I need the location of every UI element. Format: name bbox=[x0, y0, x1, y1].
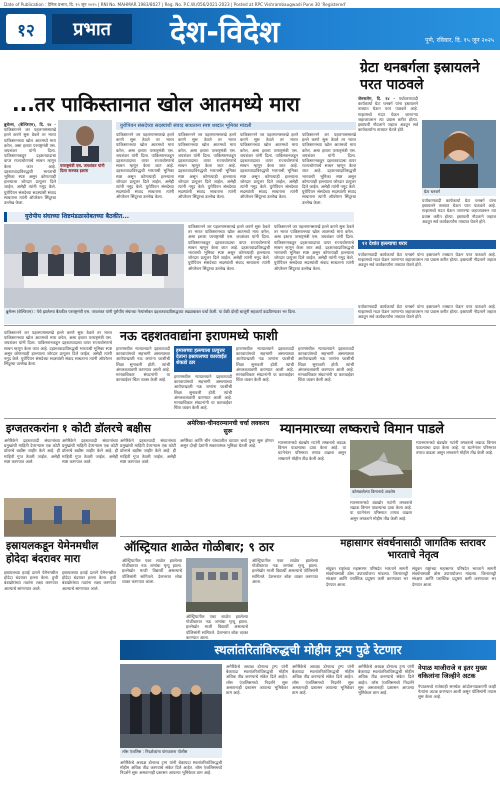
issue-date: पुणे, रविवार, दि. १५ जून २०२५ bbox=[425, 37, 494, 44]
story11-body: नेपाळमध्ये राजेशाही समर्थक आंदोलनाप्रकरणी काही नेत्यांना अटक करण्यात आली असून पोलिसांनी तपास सुरू केला आहे. bbox=[418, 684, 496, 700]
story3-body-col1: इराणमधील न्यायालयाने दहशतवादी कारवायांमध्ये सहभागी असल्याच्या आरोपाखाली नऊ जणांना फाशीची शिक्षा सुनावली होती. त्यांची अंमलबजावणी करण्यात आली आहे. मानवाधिकार संघटनांनी या कारवाईवर चिंता व्यक्त केली आहे. bbox=[116, 346, 170, 383]
story6-body-col2: म्यानमारमध्ये बंडखोर गटांनी लष्कराचे लढाऊ विमान पाडल्याचा दावा केला आहे. या घटनेनंतर परिसरात तणाव वाढला असून लष्कराने मोहीम तीव्र केली आहे. bbox=[350, 500, 412, 521]
eu-meeting-photo bbox=[4, 224, 184, 308]
aircraft-photo-caption: कोसळलेल्या विमानाचे अवशेष bbox=[350, 488, 412, 498]
headline-ocean: महासागर संवर्धनासाठी जागतिक स्तरावर भारताचे नेतृत्व bbox=[340, 538, 486, 561]
story6-body-col1: म्यानमारमध्ये बंडखोर गटांनी लष्कराचे लढाऊ विमान पाडल्याचा दावा केला आहे. या घटनेनंतर परिसरात तणाव वाढला असून लष्कराने मोहीम तीव्र केली आहे. bbox=[278, 440, 346, 461]
story7-body-col1: ऑस्ट्रियातील एका शाळेत झालेल्या गोळीबारात नऊ जणांचा मृत्यू झाला. हल्लेखोर माजी विद्यार्थी असल्याचे पोलिसांनी सांगितले. देशभरात शोक व्यक्त करण्यात आला. bbox=[122, 558, 182, 584]
story10-body-col3: अमेरिकेचे अध्यक्ष डोनाल्ड ट्रम्प यांनी बेकायदा स्थलांतरितांविरुद्धची मोहीम अधिक तीव्र करण्याचे संकेत दिले आहेत. लॉस एंजलिसमध्ये निदर्शने सुरू असतानाही प्रशासन आपल्या भूमिकेवर ठाम आहे. bbox=[358, 664, 414, 696]
greta-photo bbox=[422, 120, 496, 188]
headline-myanmar: म्यानमारच्या लष्कराचे विमान पाडले bbox=[280, 422, 444, 437]
la-protest-photo bbox=[120, 664, 222, 748]
iran-highlight-box: हमासच्या हल्ल्याला प्रत्युत्तर देताना इस्रायलच्या कारवाईत शेकडो ठार bbox=[174, 346, 232, 372]
headline-iran: नऊ दहशतवाद्यांना इराणमध्ये फाशी bbox=[120, 328, 278, 343]
publication-meta: Date of Publication : दैनिक प्रभात, दि. १५ जून २०२५ | RNI No. MAHMAR 1983/8027 | Reg. No. P.C.W./056/2021-2023 | Posted at RPC Vishrambaugwadi Pune 30 'Registered' bbox=[4, 2, 347, 7]
aircraft-wreck-photo bbox=[350, 440, 412, 488]
story2-body: जेरुसलेम, दि. १४ - पर्यावरणवादी कार्यकर्त्या ग्रेटा थनबर्ग यांना इस्रायलने ताब्यात घेऊन परत पाठवले आहे. गाझामध्ये मदत घेऊन जाणाऱ्या जहाजावरून त्या प्रवास करीत होत्या. इस्रायली नौदलाने जहाज अडवून सर्व कार्यकर्त्यांना ताब्यात घेतले होते. bbox=[358, 96, 418, 133]
story1-body: पाकिस्तानने जर पहलगामसारखे हल्ले करणे सुरू ठेवले तर भारत पाकिस्तानच्या खोल आतमध्ये मारा करेल, असा इशारा परराष्ट्रमंत्री एस. जयशंकर यांनी दिला. पाकिस्तानकडून दहशतवादाचा वापर राज्यधोरणाचे साधन म्हणून केला जात आहे. दहशतवादाविरुद्धची भारताची भूमिका स्पष्ट असून कोणत्याही हल्ल्याला जोरदार प्रत्युत्तर दिले जाईल, असेही त्यांनी नमूद केले. युरोपियन संसदेच्या सदस्यांशी संवाद साधताना त्यांनी ऑपरेशन सिंदूरचा उल्लेख केला. bbox=[4, 127, 56, 206]
story1-body-col6: पाकिस्तानने जर पहलगामसारखे हल्ले करणे सुरू ठेवले तर भारत पाकिस्तानच्या खोल आतमध्ये मारा करेल, असा इशारा परराष्ट्रमंत्री एस. जयशंकर यांनी दिला. पाकिस्तानकडून दहशतवादाचा वापर राज्यधोरणाचे साधन म्हणून केला जात आहे. दहशतवादाविरुद्धची भारताची भूमिका स्पष्ट असून कोणत्याही हल्ल्याला जोरदार प्रत्युत्तर दिले जाईल, असेही त्यांनी नमूद केले. युरोपियन संसदेच्या सदस्यांशी संवाद साधताना त्यांनी ऑपरेशन सिंदूरचा उल्लेख केला. bbox=[188, 224, 270, 271]
sidebar-body-cont: पर्यावरणवादी कार्यकर्त्या ग्रेटा थनबर्ग यांना इस्रायलने ताब्यात घेऊन परत पाठवले आहे. गाझामध्ये मदत घेऊन जाणाऱ्या जहाजावरून त्या प्रवास करीत होत्या. इस्रायली नौदलाने जहाज अडवून सर्व कार्यकर्त्यांना ताब्यात घेतले होते. bbox=[358, 304, 496, 320]
story5-body: अमेरिका आणि चीन यांच्यातील व्यापार चर्चा पुन्हा सुरू होणार असून दोन्ही देशांनी सकारात्मक भूमिका घेतली आहे. bbox=[180, 438, 274, 449]
story1-body-col3: पाकिस्तानने जर पहलगामसारखे हल्ले करणे सुरू ठेवले तर भारत पाकिस्तानच्या खोल आतमध्ये मारा करेल, असा इशारा परराष्ट्रमंत्री एस. जयशंकर यांनी दिला. पाकिस्तानकडून दहशतवादाचा वापर राज्यधोरणाचे साधन म्हणून केला जात आहे. दहशतवादाविरुद्धची भारताची भूमिका स्पष्ट असून कोणत्याही हल्ल्याला जोरदार प्रत्युत्तर दिले जाईल, असेही त्यांनी नमूद केले. युरोपियन संसदेच्या सदस्यांशी संवाद साधताना त्यांनी ऑपरेशन सिंदूरचा उल्लेख केला. bbox=[178, 132, 236, 200]
story4-body-col3: अमेरिकेने दहशतवादी संघटनांच्या प्रमुखांची माहिती देणाऱ्यास एक कोटी डॉलरचे बक्षीस जाहीर केले आहे. ही माहिती गुप्त ठेवली जाईल, असेही स्पष्ट करण्यात आले. bbox=[120, 438, 176, 464]
story1-body-col4: पाकिस्तानने जर पहलगामसारखे हल्ले करणे सुरू ठेवले तर भारत पाकिस्तानच्या खोल आतमध्ये मारा करेल, असा इशारा परराष्ट्रमंत्री एस. जयशंकर यांनी दिला. पाकिस्तानकडून दहशतवादाचा वापर राज्यधोरणाचे साधन म्हणून केला जात आहे. दहशतवादाविरुद्धची भारताची भूमिका स्पष्ट असून कोणत्याही हल्ल्याला जोरदार प्रत्युत्तर दिले जाईल, असेही त्यांनी नमूद केले. युरोपियन संसदेच्या सदस्यांशी संवाद साधताना त्यांनी ऑपरेशन सिंदूरचा उल्लेख केला. bbox=[240, 132, 298, 200]
story8-body-col2: संयुक्त राष्ट्रांच्या महासागर परिषदेत भारताने सागरी संवर्धनासाठी ठोस उपाययोजना मांडल्या. किनारपट्टी संरक्षण आणि प्लास्टिक प्रदूषण कमी करण्यावर भर देण्यात आला. bbox=[412, 566, 496, 587]
rescue-photo bbox=[4, 498, 116, 536]
headline-jaishankar: ...तर पाकिस्तानात खोल आतमध्ये मारा bbox=[12, 92, 300, 116]
story6-body-col3: म्यानमारमध्ये बंडखोर गटांनी लष्कराचे लढाऊ विमान पाडल्याचा दावा केला आहे. या घटनेनंतर परिसरात तणाव वाढला असून लष्कराने मोहीम तीव्र केली आहे. bbox=[416, 440, 496, 456]
story1-body-col5: पाकिस्तानने जर पहलगामसारखे हल्ले करणे सुरू ठेवले तर भारत पाकिस्तानच्या खोल आतमध्ये मारा करेल, असा इशारा परराष्ट्रमंत्री एस. जयशंकर यांनी दिला. पाकिस्तानकडून दहशतवादाचा वापर राज्यधोरणाचे साधन म्हणून केला जात आहे. दहशतवादाविरुद्धची भारताची भूमिका स्पष्ट असून कोणत्याही हल्ल्याला जोरदार प्रत्युत्तर दिले जाईल, असेही त्यांनी नमूद केले. युरोपियन संसदेच्या सदस्यांशी संवाद साधताना त्यांनी ऑपरेशन सिंदूरचा उल्लेख केला. bbox=[302, 132, 356, 205]
divider bbox=[120, 536, 496, 537]
greta-photo-caption: ग्रेटा थनबर्ग bbox=[422, 188, 496, 196]
story4-body-col2: अमेरिकेने दहशतवादी संघटनांच्या प्रमुखांची माहिती देणाऱ्यास एक कोटी डॉलरचे बक्षीस जाहीर केले आहे. ही माहिती गुप्त ठेवली जाईल, असेही स्पष्ट करण्यात आले. bbox=[62, 438, 118, 464]
story10-body-col2: अमेरिकेचे अध्यक्ष डोनाल्ड ट्रम्प यांनी बेकायदा स्थलांतरितांविरुद्धची मोहीम अधिक तीव्र करण्याचे संकेत दिले आहेत. लॉस एंजलिसमध्ये निदर्शने सुरू असतानाही प्रशासन आपल्या भूमिकेवर ठाम आहे. bbox=[292, 664, 354, 696]
story3-body-col2: इराणमधील न्यायालयाने दहशतवादी कारवायांमध्ये सहभागी असल्याच्या आरोपाखाली नऊ जणांना फाशीची शिक्षा सुनावली होती. त्यांची अंमलबजावणी करण्यात आली आहे. मानवाधिकार संघटनांनी या कारवाईवर चिंता व्यक्त केली आहे. bbox=[174, 374, 232, 411]
kicker-us-china: अमेरिका-चीनदरम्यानची चर्चा लवकरच सुरू bbox=[186, 420, 270, 435]
sidebar-body: पर्यावरणवादी कार्यकर्त्या ग्रेटा थनबर्ग यांना इस्रायलने ताब्यात घेऊन परत पाठवले आहे. गाझामध्ये मदत घेऊन जाणाऱ्या जहाजावरून त्या प्रवास करीत होत्या. इस्रायली नौदलाने जहाज अडवून सर्व कार्यकर्त्यांना ताब्यात घेतले होते. bbox=[358, 252, 496, 268]
story1-continued: पाकिस्तानने जर पहलगामसारखे हल्ले करणे सुरू ठेवले तर भारत पाकिस्तानच्या खोल आतमध्ये मारा करेल, असा इशारा परराष्ट्रमंत्री एस. जयशंकर यांनी दिला. पाकिस्तानकडून दहशतवादाचा वापर राज्यधोरणाचे साधन म्हणून केला जात आहे. दहशतवादाविरुद्धची भारताची भूमिका स्पष्ट असून कोणत्याही हल्ल्याला जोरदार प्रत्युत्तर दिले जाईल, असेही त्यांनी नमूद केले. युरोपियन संसदेच्या सदस्यांशी संवाद साधताना त्यांनी ऑपरेशन सिंदूरचा उल्लेख केला. bbox=[4, 330, 112, 367]
story4-body-col1: अमेरिकेने दहशतवादी संघटनांच्या प्रमुखांची माहिती देणाऱ्यास एक कोटी डॉलरचे बक्षीस जाहीर केले आहे. ही माहिती गुप्त ठेवली जाईल, असेही स्पष्ट करण्यात आले. bbox=[4, 438, 60, 464]
story2-body-col2: पर्यावरणवादी कार्यकर्त्या ग्रेटा थनबर्ग यांना इस्रायलने ताब्यात घेऊन परत पाठवले आहे. गाझामध्ये मदत घेऊन जाणाऱ्या जहाजावरून त्या प्रवास करीत होत्या. इस्रायली नौदलाने जहाज अडवून सर्व कार्यकर्त्यांना ताब्यात घेतले होते. bbox=[422, 198, 496, 224]
story10-body-col1: अमेरिकेचे अध्यक्ष डोनाल्ड ट्रम्प यांनी बेकायदा स्थलांतरितांविरुद्धची मोहीम अधिक तीव्र करण्याचे संकेत दिले आहेत. लॉस एंजलिसमध्ये निदर्शने सुरू असतानाही प्रशासन आपल्या भूमिकेवर ठाम आहे. bbox=[226, 664, 288, 696]
story1-body-col1 bbox=[4, 122, 56, 208]
story2-dateline: जेरुसलेम, दि. १४ - bbox=[358, 96, 396, 101]
page-number: १२ bbox=[6, 14, 46, 44]
brand-logo: प्रभात bbox=[52, 14, 132, 44]
story8-body-col1: संयुक्त राष्ट्रांच्या महासागर परिषदेत भारताने सागरी संवर्धनासाठी ठोस उपाययोजना मांडल्या. किनारपट्टी संरक्षण आणि प्लास्टिक प्रदूषण कमी करण्यावर भर देण्यात आला. bbox=[326, 566, 408, 587]
divider bbox=[4, 418, 496, 419]
story7-body-col3: ऑस्ट्रियातील एका शाळेत झालेल्या गोळीबारात नऊ जणांचा मृत्यू झाला. हल्लेखोर माजी विद्यार्थी असल्याचे पोलिसांनी सांगितले. देशभरात शोक व्यक्त करण्यात आला. bbox=[252, 558, 318, 584]
story10-body-col0: अमेरिकेचे अध्यक्ष डोनाल्ड ट्रम्प यांनी बेकायदा स्थलांतरितांविरुद्धची मोहीम अधिक तीव्र करण्याचे संकेत दिले आहेत. लॉस एंजलिसमध्ये निदर्शने सुरू असतानाही प्रशासन आपल्या भूमिकेवर ठाम आहे. bbox=[120, 760, 222, 776]
story1-body-col2: पाकिस्तानने जर पहलगामसारखे हल्ले करणे सुरू ठेवले तर भारत पाकिस्तानच्या खोल आतमध्ये मारा करेल, असा इशारा परराष्ट्रमंत्री एस. जयशंकर यांनी दिला. पाकिस्तानकडून दहशतवादाचा वापर राज्यधोरणाचे साधन म्हणून केला जात आहे. दहशतवादाविरुद्धची भारताची भूमिका स्पष्ट असून कोणत्याही हल्ल्याला जोरदार प्रत्युत्तर दिले जाईल, असेही त्यांनी नमूद केले. युरोपियन संसदेच्या सदस्यांशी संवाद साधताना त्यांनी ऑपरेशन सिंदूरचा उल्लेख केला. bbox=[116, 132, 174, 200]
headline-austria: ऑस्ट्रियात शाळेत गोळीबार; ९ ठार bbox=[124, 540, 274, 554]
quote-strip: युरोपियन संसदेच्या सदस्यांशी संवाद साधताना स्पष्ट शब्दांत भूमिका मांडली bbox=[116, 122, 356, 130]
austria-school-photo bbox=[186, 558, 248, 612]
jaishankar-photo-caption: परराष्ट्रमंत्री एस. जयशंकर यांनी दिला सज्जड इशारा bbox=[58, 162, 112, 184]
headline-greta: ग्रेटा थनबर्गला इस्रायलने परत पाठवले bbox=[360, 60, 480, 93]
jaishankar-photo bbox=[58, 120, 112, 162]
story1-dateline: ब्रुसेल्स, (बेल्जियम), दि. १४ - bbox=[4, 122, 56, 127]
story7-body-col2: ऑस्ट्रियातील एका शाळेत झालेल्या गोळीबारात नऊ जणांचा मृत्यू झाला. हल्लेखोर माजी विद्यार्थी असल्याचे पोलिसांनी सांगितले. देशभरात शोक व्यक्त करण्यात आला. bbox=[186, 614, 248, 640]
headline-yemen: इस्रायलकडून येमेनमधील होदेदा बंदरावर मारा bbox=[6, 540, 99, 565]
divider bbox=[4, 536, 116, 537]
meeting-bar-label: युरोपीय संघाच्या शिष्टमंडळासोबतच्या बैठकीत... bbox=[4, 212, 354, 222]
la-photo-caption: लॉस एंजलिस : निदर्शकांना पांगवताना पोलीस bbox=[120, 748, 222, 758]
story9-body-col1: इस्रायलच्या हवाई दलाने येमेनमधील होदेदा बंदरावर हल्ला केला. हुथी बंडखोरांच्या तळांना लक्ष्य करण्यात आल्याचे सांगण्यात आले. bbox=[4, 570, 58, 591]
headline-trump: स्थलांतरितांविरुद्धची मोहीम ट्रम्प पुढे रेटणार bbox=[214, 643, 402, 657]
section-title: देश-विदेश bbox=[170, 15, 280, 50]
headline-nepal: नेपाळ माजीराजे व इतर मुख्य वकिलांना जिल्हीने अटक bbox=[418, 664, 487, 680]
headline-reward: इग्जतरकरांना १ कोटी डॉलरचे बक्षीस bbox=[6, 422, 151, 435]
story1-body-col7: पाकिस्तानने जर पहलगामसारखे हल्ले करणे सुरू ठेवले तर भारत पाकिस्तानच्या खोल आतमध्ये मारा करेल, असा इशारा परराष्ट्रमंत्री एस. जयशंकर यांनी दिला. पाकिस्तानकडून दहशतवादाचा वापर राज्यधोरणाचे साधन म्हणून केला जात आहे. दहशतवादाविरुद्धची भारताची भूमिका स्पष्ट असून कोणत्याही हल्ल्याला जोरदार प्रत्युत्तर दिले जाईल, असेही त्यांनी नमूद केले. युरोपियन संसदेच्या सदस्यांशी संवाद साधताना त्यांनी ऑपरेशन सिंदूरचा उल्लेख केला. bbox=[274, 224, 354, 271]
story9-body-col2: इस्रायलच्या हवाई दलाने येमेनमधील होदेदा बंदरावर हल्ला केला. हुथी बंडखोरांच्या तळांना लक्ष्य करण्यात आल्याचे सांगण्यात आले. bbox=[62, 570, 116, 591]
story3-body-col3: इराणमधील न्यायालयाने दहशतवादी कारवायांमध्ये सहभागी असल्याच्या आरोपाखाली नऊ जणांना फाशीची शिक्षा सुनावली होती. त्यांची अंमलबजावणी करण्यात आली आहे. मानवाधिकार संघटनांनी या कारवाईवर चिंता व्यक्त केली आहे. bbox=[236, 346, 294, 383]
story3-body-col4: इराणमधील न्यायालयाने दहशतवादी कारवायांमध्ये सहभागी असल्याच्या आरोपाखाली नऊ जणांना फाशीची शिक्षा सुनावली होती. त्यांची अंमलबजावणी करण्यात आली आहे. मानवाधिकार संघटनांनी या कारवाईवर चिंता व्यक्त केली आहे. bbox=[298, 346, 354, 383]
meeting-photo-caption: ब्रुसेल्स (बेल्जियम) : येथे झालेल्या बैठकीत परराष्ट्रमंत्री एस. जयशंकर यांनी युरोपीय संघाच्या नेत्यांसोबत दहशतवादाविरुद्धच्या लढ्याबाबत चर्चा केली. या वेळी दोन्ही बाजूंनी सहकार्य वाढविण्यावर भर दिला. bbox=[4, 308, 354, 324]
sidebar-strip: १२ देशांत हल्ल्याचा थरार bbox=[358, 240, 496, 249]
